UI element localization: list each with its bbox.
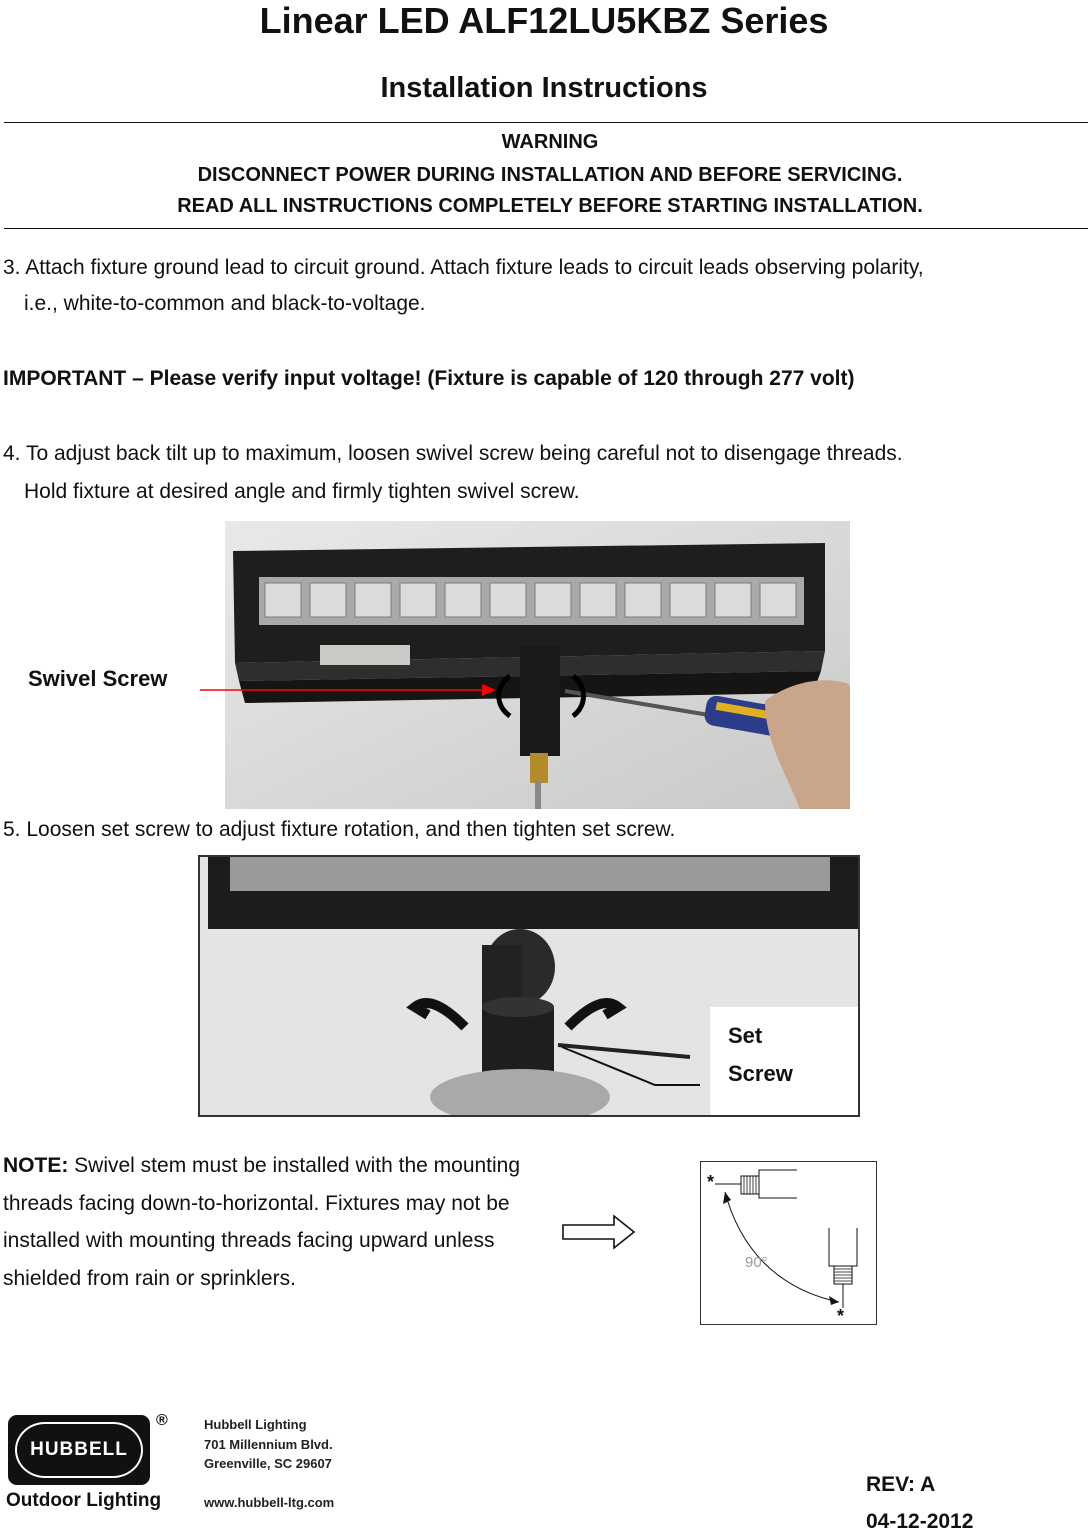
registered-mark: ®: [156, 1412, 168, 1429]
star-marker-top: *: [707, 1172, 715, 1192]
page-title: Linear LED ALF12LU5KBZ Series: [259, 0, 829, 41]
fixture-swivel-photo: [225, 521, 850, 809]
outdoor-lighting-label: Outdoor Lighting: [6, 1490, 162, 1511]
address-line-1: Hubbell Lighting: [204, 1417, 307, 1432]
revision-date: 04-12-2012: [866, 1510, 974, 1533]
hubbell-logo-text: HUBBELL: [30, 1439, 128, 1460]
important-voltage-note: IMPORTANT – Please verify input voltage! (Fixture is capable of 120 through 277 volt): [3, 367, 855, 390]
set-screw-label-line-1: Set: [728, 1023, 763, 1048]
divider-bottom: [4, 228, 1088, 229]
star-marker-bottom: *: [837, 1306, 845, 1326]
warning-line-2: READ ALL INSTRUCTIONS COMPLETELY BEFORE STARTING INSTALLATION.: [177, 195, 923, 217]
note-paragraph: [3, 1147, 523, 1297]
step-4-line-1: 4. To adjust back tilt up to maximum, loosen swivel screw being careful not to disengage threads.: [3, 442, 903, 465]
angle-label: 90°: [745, 1254, 768, 1271]
right-arrow-icon: [562, 1214, 636, 1250]
fixture-swivel-illustration: [225, 521, 850, 809]
swivel-screw-pointer-arrow: [198, 680, 498, 700]
note-label: NOTE:: [3, 1154, 69, 1177]
warning-heading: WARNING: [501, 131, 599, 153]
mounting-angle-diagram: [700, 1161, 877, 1325]
page-subtitle: Installation Instructions: [380, 72, 708, 104]
set-screw-photo: [198, 855, 860, 1117]
step-3-line-1: 3. Attach fixture ground lead to circuit ground. Attach fixture leads to circuit leads observing polarity,: [3, 256, 924, 279]
step-4-line-2: Hold fixture at desired angle and firmly tighten swivel screw.: [24, 480, 580, 503]
address-line-3: Greenville, SC 29607: [204, 1456, 332, 1471]
revision-label: REV: A: [866, 1473, 936, 1496]
warning-line-1: DISCONNECT POWER DURING INSTALLATION AND BEFORE SERVICING.: [197, 164, 903, 186]
step-5-text: 5. Loosen set screw to adjust fixture rotation, and then tighten set screw.: [3, 818, 676, 841]
website-link[interactable]: www.hubbell-ltg.com: [204, 1495, 335, 1510]
hubbell-logo: [8, 1415, 150, 1485]
hubbell-logo-oval: [15, 1422, 143, 1478]
divider-top: [4, 122, 1088, 123]
step-3-line-2: i.e., white-to-common and black-to-voltage.: [24, 292, 426, 315]
address-line-2: 701 Millennium Blvd.: [204, 1437, 333, 1452]
set-screw-label-line-2: Screw: [728, 1061, 793, 1086]
swivel-screw-label: Swivel Screw: [28, 666, 168, 691]
mounting-angle-illustration: [701, 1162, 876, 1324]
note-text: Swivel stem must be installed with the mounting threads facing down-to-horizontal. Fixtures may not be installed with mounting threads facing upward unless shielded from rain or sprinklers.: [3, 1154, 521, 1290]
